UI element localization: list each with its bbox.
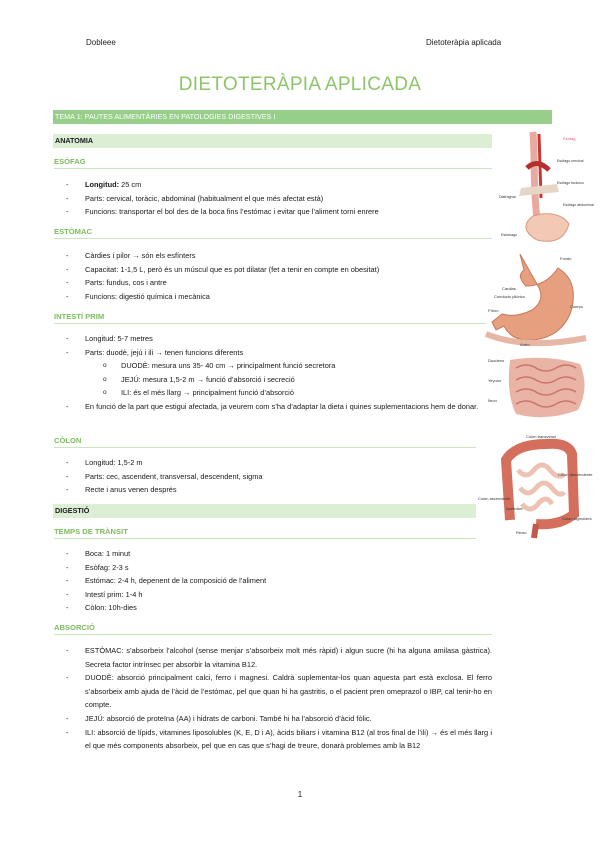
page-number: 1: [297, 790, 303, 799]
fig-label: Esòfago abdominal: [563, 203, 594, 207]
list-subitem: o JEJÚ: mesura 1,5-2 m → funció d’absorció i secreció: [60, 373, 492, 387]
intesti-prim-list: [60, 332, 492, 414]
fig-label: Cuerpo: [570, 304, 584, 309]
list-subitem: o ILI: és el més llarg → principalment funció d’absorció: [60, 386, 492, 400]
estomac-list: [60, 249, 492, 303]
list-item: - ILI: absorció de lípids, vitamines liposolubles (K, E, D i A), àcids biliars i vitamina B12 (al tros final de l’ili) → és el més llarg i el que més components absorbeix, pel que en cas que s’hagi de treure, donarà problemes amb la B12: [60, 726, 492, 753]
fig-label: Colon sigmoides: [562, 516, 592, 521]
subsection-absorcio: ABSORCIÓ: [54, 623, 492, 635]
page-title: DIETOTERÀPIA APLICADA: [178, 74, 422, 95]
colon-illustration: [476, 430, 593, 542]
fig-label: Colon transverso: [526, 434, 557, 439]
section-digestio: DIGESTIÓ: [53, 504, 492, 518]
absorcio-list: [60, 644, 492, 753]
fig-label: Yeyuno: [488, 378, 502, 383]
list-item: - Parts: duodè, jejú i ili → tenen funcions diferents: [60, 346, 492, 360]
list-item: - Longitud: 25 cm: [60, 178, 492, 192]
topic-banner: TEMA 1: PAUTES ALIMENTÀRIES EN PATOLOGIES DIGESTIVES I: [53, 110, 552, 124]
fig-label: Apéndice: [506, 506, 523, 511]
section-anatomia: ANATOMIA: [53, 134, 492, 148]
list-item: - Boca: 1 minut: [60, 547, 492, 561]
stomach-illustration: [486, 250, 590, 350]
subsection-temps-transit: TEMPS DE TRÀNSIT: [54, 527, 492, 539]
subsection-intesti-prim: INTESTÍ PRIM: [54, 312, 492, 324]
fig-label: Colon ascendente: [478, 496, 511, 501]
list-item: - Funcions: transportar el bol des de la boca fins l’estómac i evitar que l’aliment torni enrere: [60, 205, 492, 219]
list-item: - Còlon: 10h-dies: [60, 601, 492, 615]
fig-label: Duodeno: [488, 358, 505, 363]
fig-label: Esòfago torácico: [557, 181, 584, 185]
small-intestine-illustration: [486, 354, 590, 422]
subsection-esofag: ESÒFAG: [54, 157, 492, 169]
list-item: - JEJÚ: absorció de proteïna (AA) i hidrats de carboni. També hi ha l’absorció d’àcid fòlic.: [60, 712, 492, 726]
list-item: - Parts: cervical, toràcic, abdominal (habitualment el que més afectat està): [60, 192, 492, 206]
list-item: - Parts: cec, ascendent, transversal, descendent, sigma: [60, 470, 492, 484]
fig-label: Antro: [520, 342, 530, 347]
colon-list: [60, 456, 492, 497]
fig-label: Íleon: [488, 398, 497, 403]
esophagus-illustration: [497, 128, 594, 246]
list-item: - Estómac: 2-4 h, depenent de la composició de l’aliment: [60, 574, 492, 588]
list-item: - Longitud: 5-7 metres: [60, 332, 492, 346]
list-item: - DUODÈ: absorció principalment calci, ferro i magnesi. Caldrà suplementar-los quan aquesta part està exclosa. El ferro s’absorbeix amb ajuda de l’àcid de l’estómac, pel que quan hi ha gastritis, o el pacient pren omeprazol o IBP, cal tenir-ho en compte.: [60, 671, 492, 712]
list-item: - Funcions: digestió química i mecànica: [60, 290, 492, 304]
list-subitem: o DUODÈ: mesura uns 35- 40 cm → principalment funció secretora: [60, 359, 492, 373]
list-item: - Recte i anus venen després: [60, 483, 492, 497]
list-item: - ESTÓMAC: s’absorbeix l’alcohol (sense menjar s’absorbeix molt més ràpid) i algun sucre (hi ha alguna amilasa gàstrica). Secreta factor intrínsec per absorbir la vitamina B12.: [60, 644, 492, 671]
esofag-list: [60, 178, 492, 219]
fig-label: Fondo: [560, 256, 572, 261]
fig-label: Cardias: [502, 286, 516, 291]
fig-label: Estómago: [501, 233, 518, 237]
list-item: - Longitud: 1,5-2 m: [60, 456, 492, 470]
list-item: - Parts: fundus, cos i antre: [60, 276, 492, 290]
subsection-colon: CÒLON: [54, 436, 492, 448]
header-author: Dobleee: [86, 38, 116, 47]
transit-list: [60, 547, 492, 615]
list-item: - Càrdies i pilor → són els esfínters: [60, 249, 492, 263]
list-item: - Intestí prim: 1-4 h: [60, 588, 492, 602]
fig-label: Diafragma: [499, 195, 516, 199]
fig-label: Conducto pilórico: [494, 294, 525, 299]
fig-label: Colon descendente: [558, 472, 593, 477]
list-item: - En funció de la part que estigui afectada, ja veurem com s’ha d’adaptar la dieta i quines suplementacions hem de donar.: [60, 400, 492, 414]
fig-label: Píloro: [488, 308, 499, 313]
fig-label: Esòfago cervical: [557, 159, 584, 163]
fig-label: Esòfag: [563, 136, 576, 141]
list-item: - Esòfag: 2-3 s: [60, 561, 492, 575]
header-course: Dietoteràpia aplicada: [426, 38, 502, 47]
list-item: - Capacitat: 1-1,5 L, però és un múscul que es pot dilatar (fet a tenir en compte en obesitat): [60, 263, 492, 277]
fig-label: Recto: [516, 530, 527, 535]
subsection-estomac: ESTÒMAC: [54, 227, 492, 239]
